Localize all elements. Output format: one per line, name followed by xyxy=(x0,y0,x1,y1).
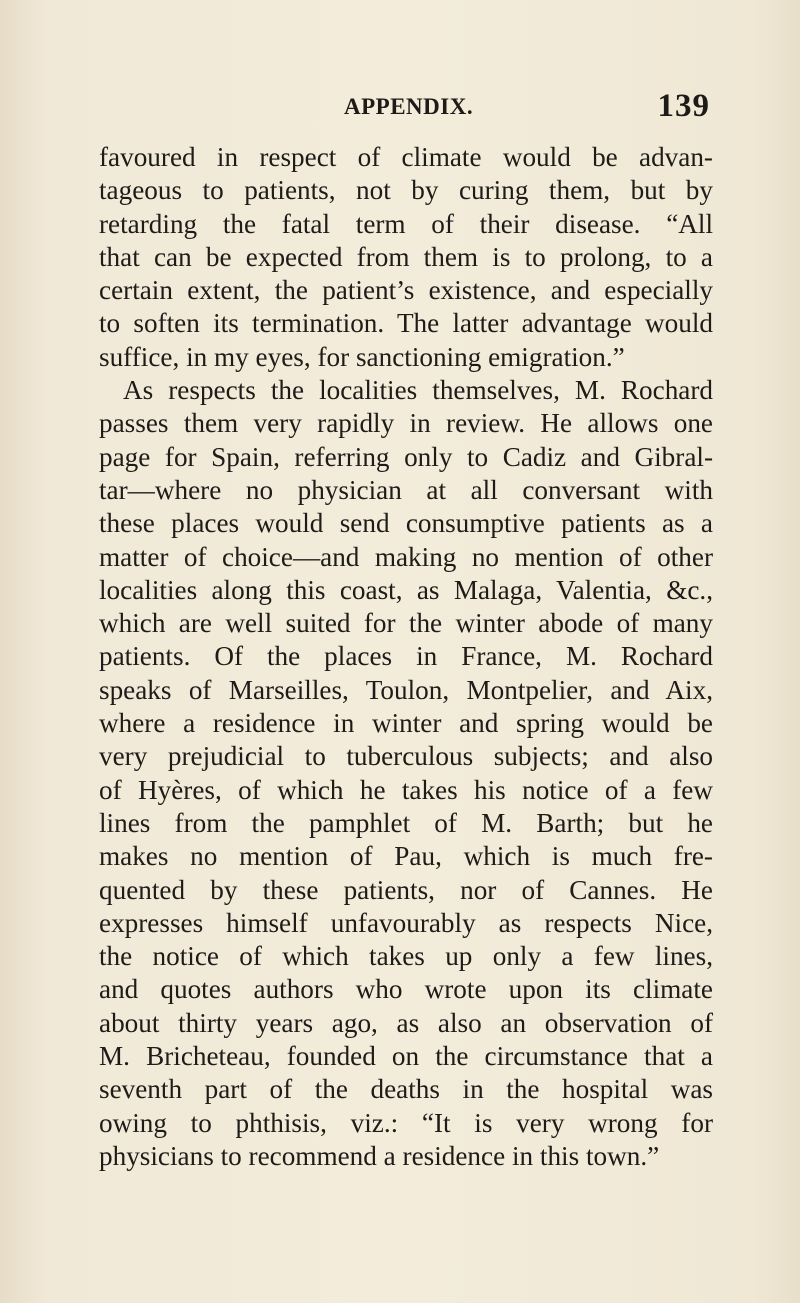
text-line: makes no mention of Pau, which is much fre- xyxy=(99,841,713,872)
text-line: matter of choice—and making no mention of other xyxy=(99,541,713,572)
text-line: the notice of which takes up only a few lines, xyxy=(99,941,713,972)
text-line: expresses himself unfavourably as respects Nice, xyxy=(99,907,713,938)
text-line: lines from the pamphlet of M. Barth; but he xyxy=(99,807,713,838)
body-text xyxy=(99,141,713,1173)
text-line: about thirty years ago, as also an observation of xyxy=(99,1007,713,1038)
text-line: that can be expected from them is to prolong, to a xyxy=(99,241,713,272)
page-header xyxy=(96,88,712,128)
text-line: speaks of Marseilles, Toulon, Montpelier, and Aix, xyxy=(99,674,713,705)
text-line: patients. Of the places in France, M. Rochard xyxy=(99,641,713,672)
text-line: tar—where no physician at all conversant with xyxy=(99,474,713,505)
text-line: where a residence in winter and spring would be xyxy=(99,708,713,739)
text-line: certain extent, the patient’s existence, and especially xyxy=(99,275,713,306)
text-line: M. Bricheteau, founded on the circumstance that a xyxy=(99,1041,713,1072)
text-line: physicians to recommend a residence in this town.” xyxy=(99,1140,660,1171)
page-number: 139 xyxy=(657,88,710,124)
text-line: page for Spain, referring only to Cadiz and Gibral- xyxy=(99,441,713,472)
text-line: localities along this coast, as Malaga, Valentia, &c., xyxy=(99,574,713,605)
text-line: retarding the fatal term of their disease. “All xyxy=(99,208,713,239)
text-line: favoured in respect of climate would be advan- xyxy=(99,142,713,172)
text-line: quented by these patients, nor of Cannes. He xyxy=(99,874,713,905)
text-line: seventh part of the deaths in the hospital was xyxy=(99,1074,713,1105)
text-line: and quotes authors who wrote upon its climate xyxy=(99,974,713,1005)
text-line: tageous to patients, not by curing them, but by xyxy=(99,175,713,206)
text-line: very prejudicial to tuberculous subjects; and also xyxy=(99,741,713,772)
text-line: passes them very rapidly in review. He allows one xyxy=(99,408,713,439)
text-line: to soften its termination. The latter advantage would xyxy=(99,308,713,339)
text-line: these places would send consumptive patients as a xyxy=(99,508,713,539)
text-line: which are well suited for the winter abode of many xyxy=(99,608,713,639)
text-line: As respects the localities themselves, M. Rochard xyxy=(123,375,713,406)
text-line: of Hyères, of which he takes his notice of a few xyxy=(99,774,713,805)
running-head: APPENDIX. xyxy=(344,94,474,119)
text-line: suffice, in my eyes, for sanctioning emigration.” xyxy=(99,341,625,372)
text-line: owing to phthisis, viz.: “It is very wrong for xyxy=(99,1107,713,1138)
